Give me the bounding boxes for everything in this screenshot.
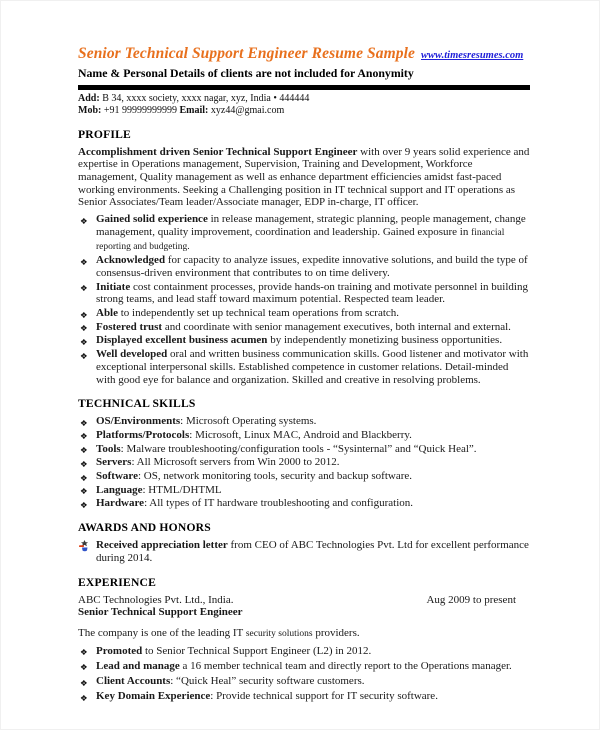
- diamond-bullet-icon: ❖: [80, 323, 88, 334]
- job-title: Senior Technical Support Engineer: [78, 606, 243, 619]
- divider-bar: [78, 85, 530, 90]
- experience-bullet-list: [78, 645, 530, 703]
- address-label: Add:: [78, 93, 100, 104]
- list-item: ❖ Hardware: All types of IT hardware troubleshooting and configuration.: [80, 497, 414, 510]
- awards-list: [78, 539, 530, 564]
- list-item: ❖ Language: HTML/DHTML: [80, 483, 222, 497]
- list-item: ❖ Displayed excellent business acumen by independently monetizing business opportunities.: [80, 334, 503, 347]
- diamond-bullet-icon: ❖: [80, 486, 88, 497]
- list-item: ❖ Lead and manage a 16 member technical team and directly report to the Operations manager.: [80, 659, 512, 673]
- list-item: ❖ Acknowledged for capacity to analyze issues, expedite innovative solutions, and build the type of consensus-driven environment that contributes to on time delivery.: [80, 254, 528, 279]
- list-item: ❖ Initiate cost containment processes, provide hands-on training and motivate personnel in building strong teams, and lead staff toward maximum potential. Respected team leader.: [80, 280, 528, 306]
- diamond-bullet-icon: ❖: [80, 647, 88, 658]
- list-item: ❖ Able to independently set up technical team operations from scratch.: [80, 307, 400, 320]
- experience-company-row: [78, 594, 530, 607]
- company-name: ABC Technologies Pvt. Ltd., India.: [78, 593, 234, 606]
- list-item: ❖ Tools: Malware troubleshooting/configuration tools - “Sysinternal” and “Quick Heal”.: [80, 442, 477, 456]
- address-line: [78, 93, 530, 105]
- anonymity-note: Name & Personal Details of clients are not included for Anonymity: [78, 66, 414, 80]
- award-star-icon: [79, 540, 90, 552]
- list-item: ❖ Promoted to Senior Technical Support Engineer (L2) in 2012.: [80, 644, 372, 658]
- phone-email-line: [78, 105, 530, 117]
- profile-intro-lead: Accomplishment driven Senior Technical Support Engineer: [78, 145, 358, 158]
- diamond-bullet-icon: ❖: [80, 662, 88, 673]
- address-value: B 34, xxxx society, xxxx nagar, xyz, India • 444444: [99, 93, 310, 104]
- website-link[interactable]: www.timesresumes.com: [421, 50, 524, 61]
- list-item: ❖ Well developed oral and written business communication skills. Good listener and motivator with exceptional interpersonal skills. Established competence in customer relations. Detail-minded with good eye for balance and organization. Skilled and creative in resolving problems.: [80, 348, 529, 386]
- list-item: ❖ OS/Environments: Microsoft Operating systems.: [80, 415, 317, 428]
- diamond-bullet-icon: ❖: [80, 677, 88, 688]
- list-item: ❖ Software: OS, network monitoring tools, security and backup software.: [80, 470, 413, 483]
- technical-skills-list: [78, 415, 530, 510]
- diamond-bullet-icon: ❖: [80, 692, 88, 703]
- resume-content: [78, 1, 530, 703]
- diamond-bullet-icon: ❖: [80, 215, 88, 226]
- list-item: ❖ Gained solid experience in release management, strategic planning, people management, change management, quality improvement, coordination and leadership. Gained exposure in financial reporting and budgeting.: [80, 213, 526, 252]
- awards-heading: AWARDS AND HONORS: [78, 521, 211, 535]
- diamond-bullet-icon: ❖: [80, 472, 88, 483]
- contact-block: [78, 93, 530, 117]
- experience-heading: EXPERIENCE: [78, 575, 157, 589]
- profile-bullet-list: [78, 213, 530, 386]
- list-item: ❖ Fostered trust and coordinate with senior management executives, both internal and external.: [80, 320, 511, 334]
- diamond-bullet-icon: ❖: [80, 283, 88, 294]
- mobile-value: +91 99999999999: [101, 104, 180, 116]
- list-item: ❖ Key Domain Experience: Provide technical support for IT security software.: [80, 690, 438, 703]
- diamond-bullet-icon: ❖: [80, 350, 88, 361]
- profile-heading: PROFILE: [78, 127, 131, 141]
- employment-dates: Aug 2009 to present: [426, 593, 516, 606]
- diamond-bullet-icon: ❖: [80, 431, 88, 442]
- profile-intro: Accomplishment driven Senior Technical Support Engineer with over 9 years solid experience and expertise in Operations management, Supervision, Training and Development, Workforce management, Quality management as well as enhance department efficiencies amidst fast-paced working environments. Seeking a Challenging position in IT technical support and IT operations as Senior Associates/Team leader/Associate manager, EDP in-charge, IT officer.: [78, 145, 530, 209]
- mobile-label: Mob:: [78, 104, 102, 116]
- list-item: ❖ Client Accounts: “Quick Heal” security software customers.: [80, 675, 365, 688]
- diamond-bullet-icon: ❖: [80, 336, 88, 347]
- list-item: ❖ Platforms/Protocols: Microsoft, Linux MAC, Android and Blackberry.: [80, 428, 412, 442]
- diamond-bullet-icon: ❖: [80, 499, 88, 510]
- diamond-bullet-icon: ❖: [80, 458, 88, 469]
- company-description: The company is one of the leading IT security solutions providers.: [78, 626, 360, 639]
- diamond-bullet-icon: ❖: [80, 256, 88, 267]
- header: [78, 45, 530, 63]
- page-title: Senior Technical Support Engineer Resume Sample: [78, 45, 415, 62]
- email-label: Email:: [179, 104, 209, 116]
- email-value: xyz44@gmai.com: [208, 104, 285, 116]
- list-item: ❖ Servers: All Microsoft servers from Win 2000 to 2012.: [80, 456, 340, 469]
- diamond-bullet-icon: ❖: [80, 417, 88, 428]
- diamond-bullet-icon: ❖: [80, 445, 88, 456]
- diamond-bullet-icon: ❖: [80, 309, 88, 320]
- technical-skills-heading: TECHNICAL SKILLS: [78, 397, 196, 411]
- list-item: Received appreciation letter from CEO of ABC Technologies Pvt. Ltd for excellent performance during 2014.: [78, 539, 530, 564]
